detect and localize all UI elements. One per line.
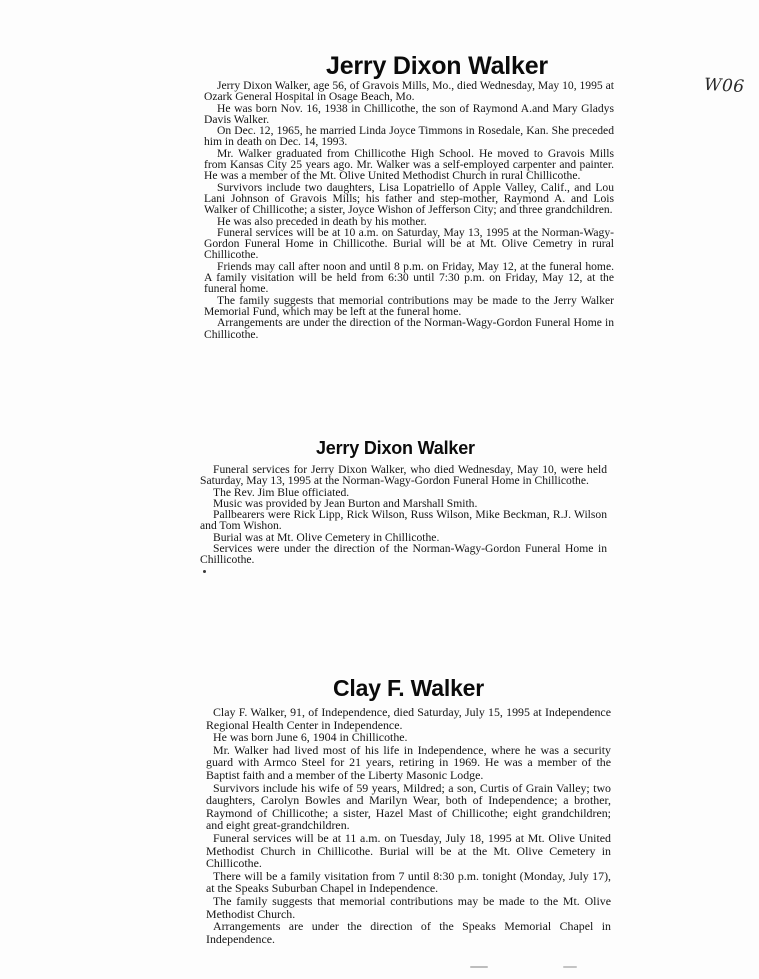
paragraph: Funeral services for Jerry Dixon Walker, who died Wednesday, May 10, were held Saturday, May 13, 1995 at the Norman-Wagy-Gordon Funeral Home in Chillicothe. bbox=[200, 463, 607, 488]
paragraph: Funeral services will be at 10 a.m. on Saturday, May 13, 1995 at the Norman-Wagy-Gordon Funeral Home in Chillicothe. Burial will be at Mt. Olive Cemetry in rural Chillicothe. bbox=[204, 225, 614, 262]
paragraph: Mr. Walker graduated from Chillicothe High School. He moved to Gravois Mills from Kansas City 25 years ago. Mr. Walker was a self-employed carpenter and painter. He was a member of the Mt. Olive United Methodist Church in rural Chillicothe. bbox=[204, 146, 614, 183]
obituary-headline-clay-walker: Clay F. Walker bbox=[333, 675, 485, 701]
paragraph: Pallbearers were Rick Lipp, Rick Wilson, Russ Wilson, Mike Beckman, R.J. Wilson and Tom Wishon. bbox=[200, 508, 607, 533]
paragraph: Survivors include two daughters, Lisa Lopatriello of Apple Valley, Calif., and Lou Lani Johnson of Gravois Mills; his father and step-mother, Raymond A. and Lois Walker of Chillicothe; a sister, Joyce Wishon of Jefferson City; and three grandchildren. bbox=[204, 180, 614, 217]
obituary-article-clay-walker bbox=[206, 706, 611, 945]
paragraph: Burial was at Mt. Olive Cemetery in Chillicothe. bbox=[213, 530, 440, 544]
funeral-notice-article-jerry-walker bbox=[200, 464, 607, 566]
obituary-headline-jerry-walker: Jerry Dixon Walker bbox=[326, 52, 548, 80]
handwritten-margin-note: W06 bbox=[703, 74, 746, 98]
paragraph: Arrangements are under the direction of the Norman-Wagy-Gordon Funeral Home in Chillicothe. bbox=[204, 316, 614, 341]
funeral-notice-headline-jerry-walker: Jerry Dixon Walker bbox=[316, 438, 475, 458]
scan-speck bbox=[203, 570, 206, 573]
paragraph: Mr. Walker had lived most of his life in Independence, where he was a security guard with Armco Steel for 21 years, retiring in 1969. He was a member of the Baptist faith and a member of the Liberty Masonic Lodge. bbox=[206, 742, 611, 782]
paragraph: Jerry Dixon Walker, age 56, of Gravois Mills, Mo., died Wednesday, May 10, 1995 at Ozark General Hospital in Osage Beach, Mo. bbox=[204, 79, 614, 104]
scan-speck bbox=[563, 966, 577, 968]
paragraph: The family suggests that memorial contributions may be made to the Jerry Walker Memorial Fund, which may be left at the funeral home. bbox=[204, 293, 614, 318]
paragraph: He was born Nov. 16, 1938 in Chillicothe, the son of Raymond A.and Mary Gladys Davis Walker. bbox=[204, 101, 614, 126]
paragraph: Music was provided by Jean Burton and Marshall Smith. bbox=[213, 496, 478, 510]
paragraph: Services were under the direction of the Norman-Wagy-Gordon Funeral Home in Chillicothe. bbox=[200, 542, 607, 567]
paragraph: Funeral services will be at 11 a.m. on Tuesday, July 18, 1995 at Mt. Olive United Methodist Church in Chillicothe. Burial will be at the Mt. Olive Cemetery in Chillicothe. bbox=[206, 830, 611, 871]
scan-speck bbox=[470, 966, 488, 968]
paragraph: The Rev. Jim Blue officiated. bbox=[213, 485, 350, 499]
paragraph: The family suggests that memorial contributions may be made to the Mt. Olive Methodist Church. bbox=[206, 893, 611, 921]
paragraph: He was born June 6, 1904 in Chillicothe. bbox=[213, 730, 408, 745]
paragraph: He was also preceded in death by his mother. bbox=[217, 214, 427, 228]
paragraph: Clay F. Walker, 91, of Independence, died Saturday, July 15, 1995 at Independence Regional Health Center in Independence. bbox=[206, 705, 611, 732]
paragraph: Survivors include his wife of 59 years, Mildred; a son, Curtis of Grain Valley; two daughters, Carolyn Bowles and Marilyn Wear, both of Independence; a brother, Raymond of Chillicothe; a sister, Hazel Mast of Chillicothe; eight grandchildren; and eight great-grandchildren. bbox=[206, 780, 611, 833]
paragraph: There will be a family visitation from 7 until 8:30 p.m. tonight (Monday, July 17), at the Speaks Suburban Chapel in Independence. bbox=[206, 868, 611, 896]
obituary-article-jerry-walker bbox=[204, 80, 614, 340]
paragraph: On Dec. 12, 1965, he married Linda Joyce Timmons in Rosedale, Kan. She preceded him in death on Dec. 14, 1993. bbox=[204, 124, 614, 149]
paragraph: Arrangements are under the direction of the Speaks Memorial Chapel in Independence. bbox=[206, 919, 611, 946]
paragraph: Friends may call after noon and until 8 p.m. on Friday, May 12, at the funeral home. A family visitation will be held from 6:30 until 7:30 p.m. on Friday, May 12, at the funeral home. bbox=[204, 259, 614, 296]
